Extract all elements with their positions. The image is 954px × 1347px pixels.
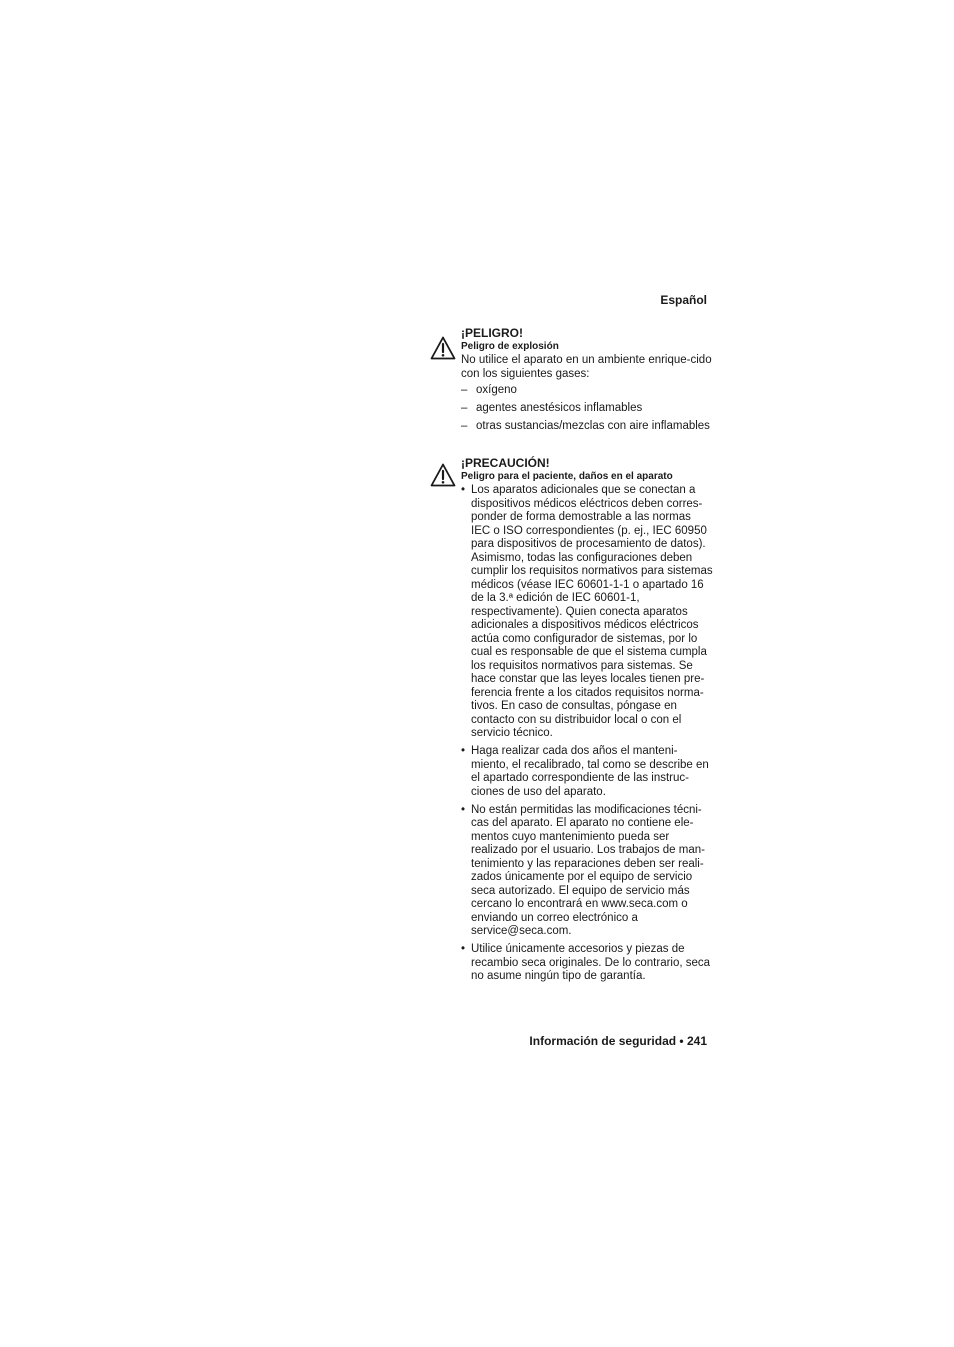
warning-triangle-icon	[430, 463, 456, 487]
list-item: – agentes anestésicos inflamables	[461, 402, 713, 416]
caution-subtitle: Peligro para el paciente, daños en el aparato	[461, 471, 673, 482]
list-item: • Utilice únicamente accesorios y piezas de recambio seca originales. De lo contrario, seca no asume ningún tipo de garantía.	[461, 943, 713, 984]
caution-title: ¡PRECAUCIÓN!	[461, 456, 550, 470]
caution-section	[461, 456, 713, 988]
danger-intro: No utilice el aparato en un ambiente enrique-cido con los siguientes gases:	[461, 354, 712, 380]
list-item: • No están permitidas las modificaciones técni-cas del aparato. El aparato no contiene ele-mentos cuyo mantenimiento pueda ser realizado por el usuario. Los trabajos de man-tenimiento y las reparaciones deben ser reali-zados únicamente por el equipo de servicio seca autorizado. El equipo de servicio más cercano lo encontrará en www.seca.com o enviando un correo electrónico a service@seca.com.	[461, 804, 713, 939]
list-item: – otras sustancias/mezclas con aire inflamables	[461, 420, 713, 434]
warning-triangle-icon	[430, 336, 456, 360]
caution-list	[461, 484, 713, 984]
list-item: – oxígeno	[461, 384, 713, 398]
danger-title: ¡PELIGRO!	[461, 326, 523, 340]
list-item: • Los aparatos adicionales que se conectan a dispositivos médicos eléctricos deben corres-ponder de forma demostrable a las normas IEC o ISO correspondientes (p. ej., IEC 60950 para dispositivos de procesamiento de datos). Asimismo, todas las configuraciones deben cumplir los requisitos normativos para sistemas médicos (véase IEC 60601-1-1 o apartado 16 de la 3.ª edición de IEC 60601-1, respectivamente). Quien conecta aparatos adicionales a dispositivos médicos eléctricos actúa como configurador de sistemas, por lo cual es responsable de que el sistema cumpla los requisitos normativos para sistemas. Se hace constar que las leyes locales tienen pre-ferencia frente a los citados requisitos norma-tivos. En caso de consultas, póngase en contacto con su distribuidor local o con el servicio técnico.	[461, 484, 713, 741]
gas-list	[461, 384, 713, 434]
danger-section	[461, 326, 713, 434]
page-footer: Información de seguridad • 241	[529, 1034, 707, 1048]
danger-subtitle: Peligro de explosión	[461, 341, 559, 352]
list-item: • Haga realizar cada dos años el manteni-miento, el recalibrado, tal como se describe en el apartado correspondiente de las instruc-ciones de uso del aparato.	[461, 745, 713, 799]
language-label: Español	[660, 293, 707, 307]
